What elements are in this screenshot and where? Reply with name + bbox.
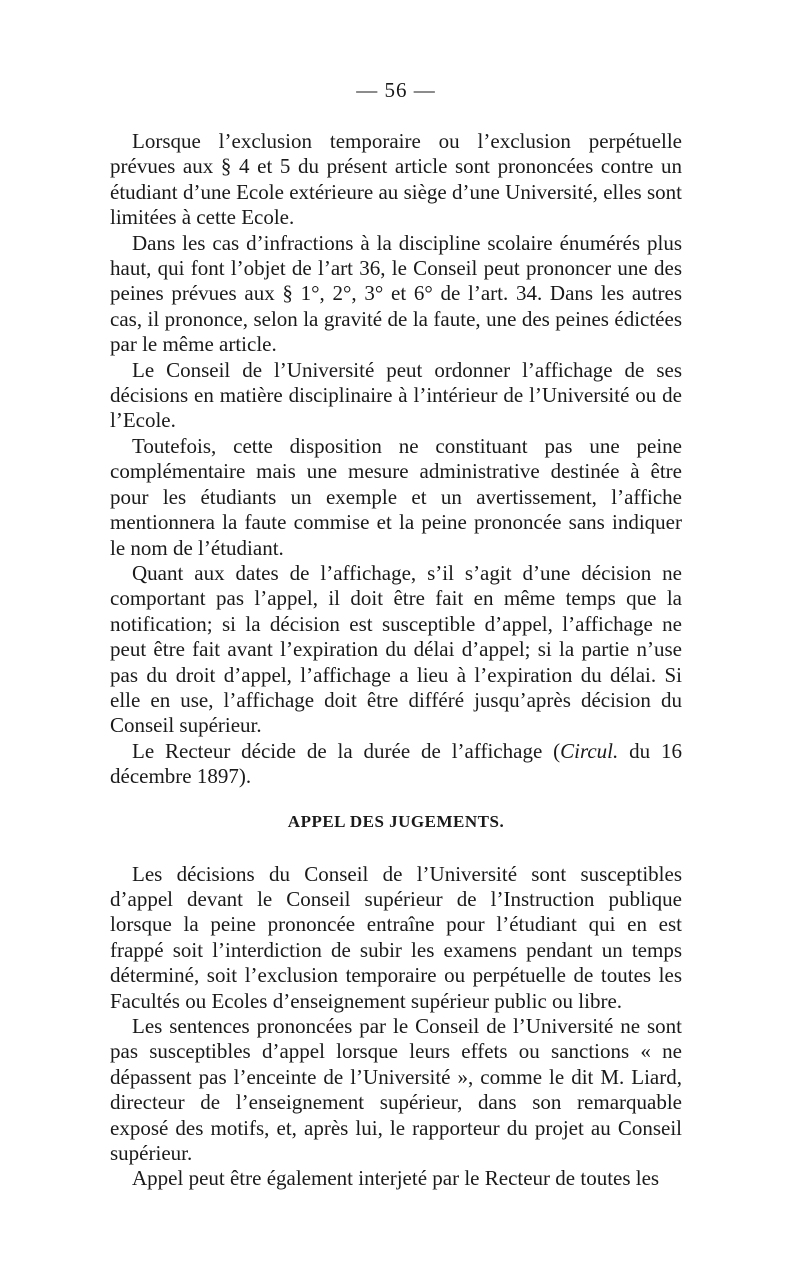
- paragraph: Appel peut être également interjeté par le Recteur de toutes les: [132, 1166, 660, 1191]
- section-heading: APPEL DES JUGEMENTS.: [287, 811, 505, 831]
- text-run: Le Recteur décide de la durée de l’affichage (: [132, 738, 561, 763]
- paragraph: Toutefois, cette disposition ne constituant pas une peine complémentaire mais une mesure administrative destinée à être pour les étudiants un exemple et un avertissement, l’affiche mentionnera la faute commise et la peine prononcée sans indiquer le nom de l’étudiant.: [110, 433, 682, 560]
- paragraph: Dans les cas d’infractions à la discipline scolaire énumérés plus haut, qui font l’objet de l’art 36, le Conseil peut prononcer une des peines prévues aux § 1°, 2°, 3° et 6° de l’art. 34. Dans les autres cas, il prononce, selon la gravité de la faute, une des peines édictées par le même article.: [110, 230, 682, 357]
- italic-citation: Circul.: [560, 738, 619, 763]
- paragraph: Les sentences prononcées par le Conseil de l’Université ne sont pas susceptibles d’appel lorsque leurs effets ou sanctions « ne dépassent pas l’enceinte de l’Université », comme le dit M. Liard, directeur de l’enseignement supérieur, dans son remarquable exposé des motifs, et, après lui, le rapporteur du projet au Conseil supérieur.: [110, 1014, 682, 1166]
- paragraph: Lorsque l’exclusion temporaire ou l’exclusion perpétuelle prévues aux § 4 et 5 du présent article sont prononcées contre un étudiant d’une Ecole extérieure au siège d’une Université, elles sont limitées à cette Ecole.: [110, 129, 682, 230]
- paragraph: Quant aux dates de l’affichage, s’il s’agit d’une décision ne comportant pas l’appel, il doit être fait en même temps que la notification; si la décision est susceptible d’appel, l’affichage ne peut être fait avant l’expiration du délai d’appel; si la partie n’use pas du droit d’appel, l’affichage a lieu à l’expiration du délai. Si elle en use, l’affichage doit être différé jusqu’après décision du Conseil supérieur.: [110, 560, 682, 738]
- paragraph: Les décisions du Conseil de l’Université sont susceptibles d’appel devant le Conseil supérieur de l’Instruction publique lorsque la peine prononcée entraîne pour l’étudiant qui en est frappé soit l’interdiction de subir les examens pendant un temps déterminé, soit l’exclusion temporaire ou perpétuelle de toutes les Facultés ou Ecoles d’enseignement supérieur public ou libre.: [110, 861, 682, 1013]
- paragraph-circular-reference: [110, 739, 682, 790]
- text-run: du 16 décembre 1897).: [110, 738, 682, 789]
- page-number: — 56 —: [356, 78, 436, 102]
- paragraph: Le Conseil de l’Université peut ordonner l’affichage de ses décisions en matière disciplinaire à l’intérieur de l’Université ou de l’Ecole.: [110, 357, 682, 433]
